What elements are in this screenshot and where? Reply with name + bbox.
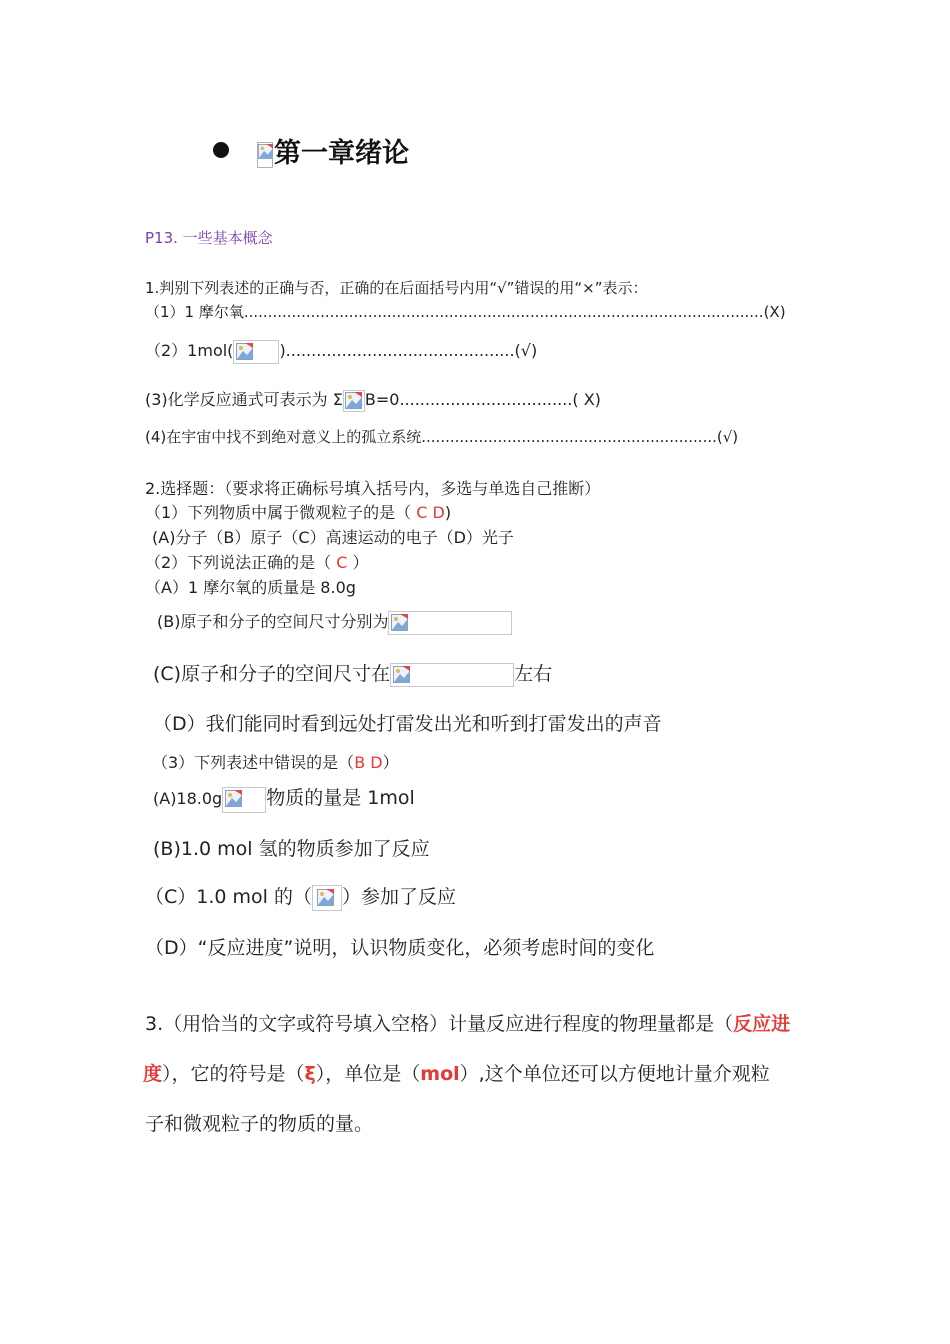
broken-image-icon	[312, 885, 342, 911]
q2-sub2-question: （2）下列说法正确的是（ C ）	[145, 553, 369, 572]
answer: 反应进	[733, 1013, 791, 1035]
broken-image-icon	[390, 663, 514, 687]
q1-item-4: (4)在宇宙中找不到绝对意义上的孤立系统..............................................................(√)	[145, 428, 739, 446]
broken-image-icon	[257, 142, 273, 168]
section-heading: P13. 一些基本概念	[145, 229, 273, 247]
chapter-title: 第一章绪论	[257, 131, 409, 170]
q2-sub3-option-c: （C）1.0 mol 的（ ）参加了反应	[145, 882, 456, 911]
q2-sub3-option-a: (A)18.0g 物质的量是 1mol	[153, 783, 415, 813]
q2-sub2-option-d: （D）我们能同时看到远处打雷发出光和听到打雷发出的声音	[153, 713, 662, 735]
q3-line-2: 度），它的符号是（ξ），单位是（mol）,这个单位还可以方便地计量介观粒	[143, 1063, 770, 1085]
broken-image-icon	[388, 611, 512, 635]
broken-image-icon	[222, 787, 266, 813]
q1-item-3: (3)化学反应通式可表示为 Σ B=0..................................( X)	[145, 387, 601, 412]
answer: C	[336, 553, 348, 572]
answer: B D	[354, 753, 383, 772]
q2-sub3-option-d: （D）“反应进度”说明，认识物质变化，必须考虑时间的变化	[145, 937, 655, 959]
answer: ξ	[304, 1063, 316, 1085]
broken-image-icon	[233, 340, 279, 364]
q2-intro: 2.选择题：（要求将正确标号填入括号内，多选与单选自己推断）	[145, 479, 601, 498]
q2-sub3-option-b: (B)1.0 mol 氢的物质参加了反应	[153, 838, 430, 860]
q2-sub2-option-a: （A）1 摩尔氧的质量是 8.0g	[145, 578, 356, 597]
q1-item-1: （1）1 摩尔氧.............................................................................................................(X)	[145, 303, 786, 321]
q2-sub1-options: (A)分子（B）原子（C）高速运动的电子（D）光子	[152, 528, 514, 547]
q2-sub2-option-b: (B)原子和分子的空间尺寸分别为	[157, 609, 512, 635]
broken-image-icon	[343, 390, 365, 412]
q2-sub2-option-c: (C)原子和分子的空间尺寸在 左右	[153, 663, 553, 685]
answer: C D	[411, 503, 445, 522]
q3-line-3: 子和微观粒子的物质的量。	[145, 1113, 374, 1135]
q1-item-2: （2）1mol( ).............................................(√)	[145, 338, 537, 364]
bullet-icon	[213, 142, 229, 158]
q2-sub1-question: （1）下列物质中属于微观粒子的是（ C D)	[145, 503, 452, 522]
answer: 度	[143, 1063, 163, 1085]
q2-sub3-question: （3）下列表述中错误的是（B D）	[152, 753, 399, 772]
answer: mol	[420, 1063, 460, 1085]
q3-line-1: 3.（用恰当的文字或符号填入空格）计量反应进行程度的物理量都是（反应进	[145, 1013, 791, 1035]
q1-intro: 1.判别下列表述的正确与否，正确的在后面括号内用“√”错误的用“×”表示：	[145, 279, 648, 297]
